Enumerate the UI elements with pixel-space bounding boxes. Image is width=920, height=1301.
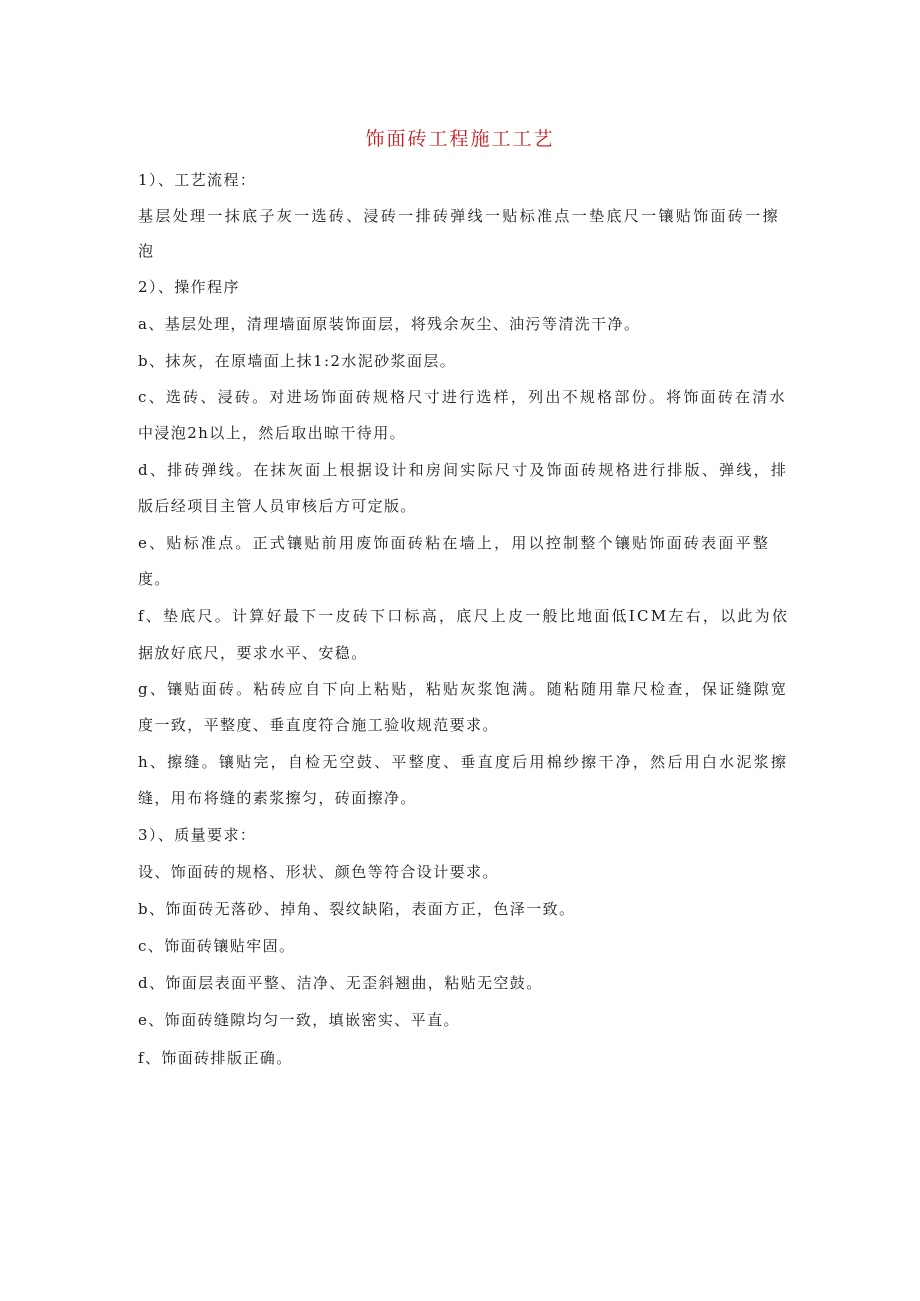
paragraph-line: 度一致，平整度、垂直度符合施工验收规范要求。 (138, 716, 499, 734)
list-item-a: a、基层处理，清理墙面原装饰面层，将残余灰尘、油污等清洗干净。 (138, 315, 641, 333)
list-item-h: h、擦缝。镶贴完，自检无空鼓、平整度、垂直度后用棉纱擦干净，然后用白水泥浆擦 (138, 753, 789, 771)
list-item-g: g、镶贴面砖。粘砖应自下向上粘贴，粘贴灰浆饱满。随粘随用靠尺检查，保证缝隙宽 (138, 680, 789, 698)
list-item-quality-d: d、饰面层表面平整、洁净、无歪斜翘曲，粘贴无空鼓。 (138, 974, 543, 992)
section-heading-process-flow: 1）、工艺流程： (138, 171, 257, 189)
list-item-c: c、选砖、浸砖。对进场饰面砖规格尺寸进行选样，列出不规格部份。将饰面砖在清水 (138, 388, 787, 406)
paragraph-line: 度。 (138, 570, 171, 588)
document-title: 饰面砖工程施工工艺 (365, 128, 555, 150)
paragraph-line: 泡 (138, 242, 155, 260)
section-heading-operation: 2）、操作程序 (138, 278, 240, 296)
paragraph-line: 基层处理一抹底子灰一选砖、浸砖一排砖弹线一贴标准点一垫底尺一镶贴饰面砖一擦 (138, 207, 780, 225)
list-item-d: d、排砖弹线。在抹灰面上根据设计和房间实际尺寸及饰面砖规格进行排版、弹线，排 (138, 461, 789, 479)
list-item-e: e、贴标准点。正式镶贴前用废饰面砖粘在墙上，用以控制整个镶贴饰面砖表面平整 (138, 534, 771, 552)
section-heading-quality: 3）、质量要求： (138, 826, 257, 844)
paragraph-line: 中浸泡2h以上，然后取出晾干待用。 (138, 424, 407, 442)
list-item-quality-c: c、饰面砖镶贴牢固。 (138, 937, 296, 955)
paragraph-line: 缝，用布将缝的素浆擦匀，砖面擦净。 (138, 789, 417, 807)
list-item-b: b、抹灰，在原墙面上抹1:2水泥砂浆面层。 (138, 352, 457, 370)
list-item-f: f、垫底尺。计算好最下一皮砖下口标高，底尺上皮一般比地面低ICM左右，以此为依 (138, 607, 790, 625)
list-item-quality-b: b、饰面砖无落砂、掉角、裂纹缺陷，表面方正，色泽一致。 (138, 900, 576, 918)
paragraph-line: 据放好底尺，要求水平、安稳。 (138, 644, 368, 662)
list-item-quality-f: f、饰面砖排版正确。 (138, 1049, 293, 1067)
list-item-quality-a: 设、饰面砖的规格、形状、颜色等符合设计要求。 (138, 863, 499, 881)
list-item-quality-e: e、饰面砖缝隙均匀一致，填嵌密实、平直。 (138, 1011, 460, 1029)
paragraph-line: 版后经项目主管人员审核后方可定版。 (138, 497, 417, 515)
